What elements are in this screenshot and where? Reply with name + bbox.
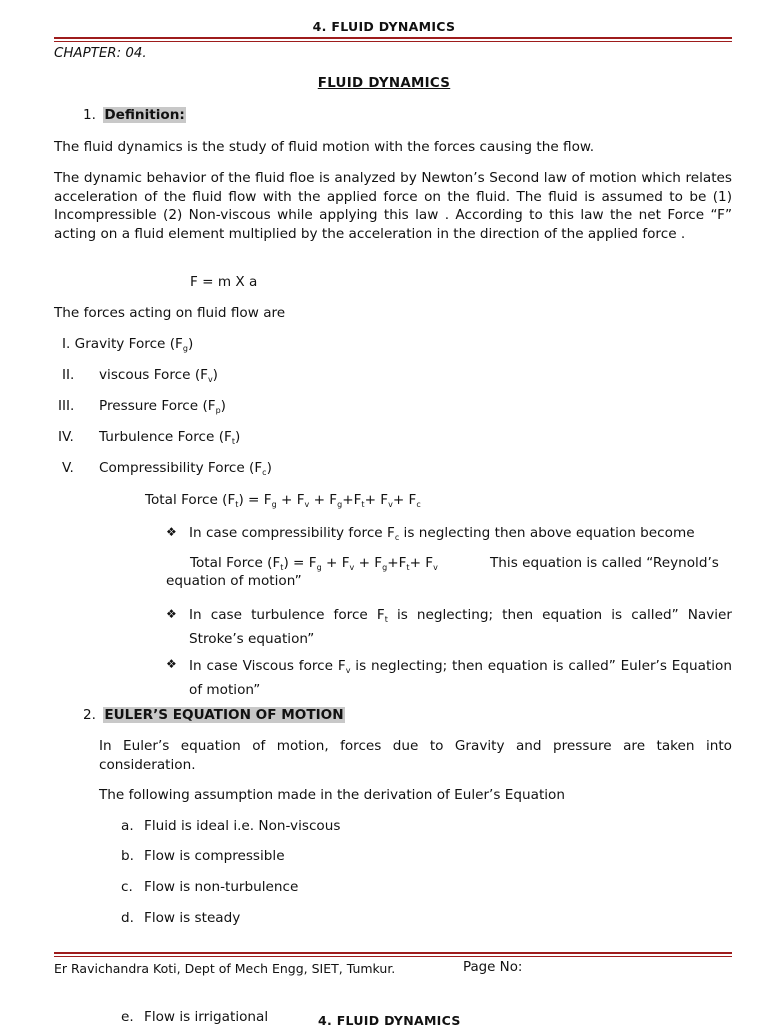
list-item-assumption: b. Flow is compressible	[121, 848, 285, 864]
reynolds-note-cont: equation of motion”	[166, 573, 302, 589]
section-title: Definition:	[104, 107, 185, 123]
list-item-assumption: a. Fluid is ideal i.e. Non-viscous	[121, 818, 341, 834]
header-rule-bottom	[54, 41, 732, 42]
bullet-turbulence: In case turbulence force $F_t$ is neglecting; then equation is called” Navier Stroke’s equation”	[189, 607, 732, 647]
equation-reynolds: Total Force $(F_t) = F_g + F_v + F_g+F_t+ F_v$	[190, 555, 438, 572]
paragraph-assumptions-intro: The following assumption made in the derivation of Euler’s Equation	[99, 787, 565, 803]
section-heading-euler	[72, 707, 345, 723]
bullet-compressibility: In case compressibility force $F_c$ is neglecting then above equation become	[189, 525, 695, 542]
footer-page-number: Page No:	[463, 960, 523, 975]
forces-intro: The forces acting on fluid flow are	[54, 305, 286, 321]
section-heading-definition	[72, 107, 186, 123]
next-page-header: 4. FLUID DYNAMICS	[318, 1013, 461, 1028]
list-item-gravity-force: I. Gravity Force $(F_g)$	[62, 336, 194, 353]
formula-newton: F = m X a	[190, 274, 258, 290]
paragraph-definition: The fluid dynamics is the study of fluid motion with the forces causing the flow.	[54, 139, 595, 155]
list-item-compressibility-force: V. Compressibility Force $(F_c)$	[62, 460, 272, 477]
running-header: 4. FLUID DYNAMICS	[312, 19, 456, 34]
chapter-label: CHAPTER: 04.	[54, 46, 147, 61]
bullet-diamond-icon: ❖	[166, 525, 177, 539]
footer-author: Er Ravichandra Koti, Dept of Mech Engg, SIET, Tumkur.	[54, 961, 396, 976]
section-number: 1.	[83, 107, 96, 123]
paragraph-euler-forces: In Euler’s equation of motion, forces due to Gravity and pressure are taken into consideration.	[99, 738, 732, 773]
reynolds-note: This equation is called “Reynold’s	[490, 555, 719, 571]
section-number: 2.	[83, 707, 96, 723]
bullet-viscous: In case Viscous force $F_v$ is neglecting; then equation is called” Euler’s Equation of motion”	[189, 658, 732, 698]
list-item-assumption: d. Flow is steady	[121, 910, 241, 926]
chapter-title: FLUID DYNAMICS	[317, 76, 451, 91]
equation-total-force: Total Force $(F_t) = F_g + F_v + F_g+F_t+ F_v+ F_c$	[145, 492, 421, 509]
list-item-assumption: c. Flow is non-turbulence	[121, 879, 299, 895]
next-page-list-item: e. Flow is irrigational	[121, 1009, 269, 1025]
list-item-viscous-force: II. viscous Force $(F_v)$	[62, 367, 218, 384]
bullet-diamond-icon: ❖	[166, 657, 177, 671]
section-title: EULER’S EQUATION OF MOTION	[104, 707, 344, 723]
list-item-turbulence-force: IV. Turbulence Force $(F_t)$	[58, 429, 241, 446]
header-rule-top	[54, 37, 732, 39]
paragraph-newton-law: The dynamic behavior of the fluid floe is analyzed by Newton’s Second law of motion which relates acceleration of the fluid flow with the applied force on the fluid. The fluid is assumed to be (1) Incompressible (2) Non-viscous while applying this law . According to this law the net Force “F” acting on a fluid element multiplied by the acceleration in the direction of the applied force .	[54, 170, 732, 242]
footer-rule-bottom	[54, 956, 732, 957]
bullet-diamond-icon: ❖	[166, 607, 177, 621]
list-item-pressure-force: III. Pressure Force $(F_p)$	[58, 398, 226, 415]
footer-rule-top	[54, 952, 732, 954]
